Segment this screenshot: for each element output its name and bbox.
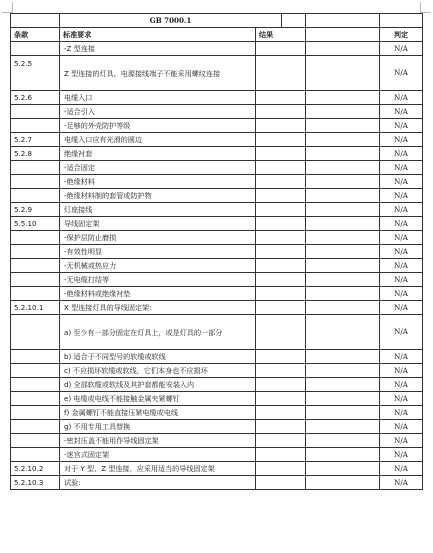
blank-cell bbox=[306, 105, 380, 119]
result-cell bbox=[256, 392, 306, 406]
blank-cell bbox=[306, 378, 380, 392]
table-row bbox=[11, 259, 423, 273]
blank-cell bbox=[306, 189, 380, 203]
header-verdict: 判定 bbox=[380, 28, 423, 42]
table-row bbox=[11, 301, 423, 315]
result-cell bbox=[256, 133, 306, 147]
table-row bbox=[11, 364, 423, 378]
table-row bbox=[11, 91, 423, 105]
table-row bbox=[11, 147, 423, 161]
verdict-cell: N/A bbox=[380, 56, 423, 91]
clause-cell bbox=[11, 175, 60, 189]
verdict-cell: N/A bbox=[380, 434, 423, 448]
table-row bbox=[11, 133, 423, 147]
requirement-cell: -绝缘材料 bbox=[60, 175, 256, 189]
result-cell bbox=[256, 406, 306, 420]
result-cell bbox=[256, 315, 306, 350]
result-cell bbox=[256, 91, 306, 105]
verdict-cell: N/A bbox=[380, 217, 423, 231]
verdict-cell: N/A bbox=[380, 91, 423, 105]
clause-cell bbox=[11, 350, 60, 364]
verdict-cell: N/A bbox=[380, 175, 423, 189]
requirement-cell: c) 不应损坏软缆或软线，它们本身也不应损坏 bbox=[60, 364, 256, 378]
blank-cell bbox=[306, 406, 380, 420]
verdict-cell: N/A bbox=[380, 364, 423, 378]
requirement-cell: 电缆入口 bbox=[60, 91, 256, 105]
result-cell bbox=[256, 161, 306, 175]
table-row bbox=[11, 203, 423, 217]
verdict-cell: N/A bbox=[380, 406, 423, 420]
blank-cell bbox=[306, 273, 380, 287]
blank-cell bbox=[306, 147, 380, 161]
header-result: 结果 bbox=[256, 28, 306, 42]
blank-cell bbox=[306, 231, 380, 245]
table-row bbox=[11, 273, 423, 287]
verdict-cell: N/A bbox=[380, 350, 423, 364]
table-row bbox=[11, 56, 423, 91]
requirement-cell: 对于 Y 型、Z 型连接，应采用适当的导线固定架 bbox=[60, 462, 256, 476]
table-row bbox=[11, 217, 423, 231]
result-cell bbox=[256, 420, 306, 434]
requirement-cell: -绝缘材料制的套管或防护物 bbox=[60, 189, 256, 203]
requirement-cell: -无电缆打结等 bbox=[60, 273, 256, 287]
clause-cell: 5.2.9 bbox=[11, 203, 60, 217]
table-row bbox=[11, 287, 423, 301]
result-cell bbox=[256, 105, 306, 119]
table-row bbox=[11, 189, 423, 203]
requirement-cell: X 型连接灯具的导线固定架： bbox=[60, 301, 256, 315]
header-row bbox=[11, 28, 423, 42]
requirement-cell: 灯座接线 bbox=[60, 203, 256, 217]
title-blank-cell bbox=[11, 14, 60, 28]
requirement-cell: 导线固定架 bbox=[60, 217, 256, 231]
clause-cell bbox=[11, 315, 60, 350]
standard-title-row bbox=[11, 14, 423, 28]
result-cell bbox=[256, 301, 306, 315]
blank-cell bbox=[306, 476, 380, 490]
blank-cell bbox=[306, 315, 380, 350]
result-cell bbox=[256, 476, 306, 490]
requirement-cell: d) 全部软缆或软线及其护套都能安装入内 bbox=[60, 378, 256, 392]
table-row bbox=[11, 420, 423, 434]
result-cell bbox=[256, 231, 306, 245]
blank-cell bbox=[306, 434, 380, 448]
table-row bbox=[11, 119, 423, 133]
header-blank bbox=[306, 28, 380, 42]
verdict-cell: N/A bbox=[380, 287, 423, 301]
blank-cell bbox=[306, 245, 380, 259]
result-cell bbox=[256, 42, 306, 56]
blank-cell bbox=[306, 42, 380, 56]
verdict-cell: N/A bbox=[380, 259, 423, 273]
verdict-cell: N/A bbox=[380, 245, 423, 259]
clause-cell: 5.2.10.2 bbox=[11, 462, 60, 476]
test-report-table bbox=[10, 13, 423, 490]
clause-cell bbox=[11, 105, 60, 119]
requirement-cell: Z 型连接的灯具，电源接线端子不能采用螺纹连接 bbox=[60, 56, 256, 91]
table-row bbox=[11, 315, 423, 350]
blank-cell bbox=[306, 203, 380, 217]
verdict-cell: N/A bbox=[380, 315, 423, 350]
table-row bbox=[11, 105, 423, 119]
table-row bbox=[11, 350, 423, 364]
requirement-cell: g) 不用专用工具替换 bbox=[60, 420, 256, 434]
result-cell bbox=[256, 350, 306, 364]
table-row bbox=[11, 161, 423, 175]
verdict-cell: N/A bbox=[380, 105, 423, 119]
table-row bbox=[11, 462, 423, 476]
requirement-cell: -无机械或热应力 bbox=[60, 259, 256, 273]
requirement-cell: 绝缘衬套 bbox=[60, 147, 256, 161]
result-cell bbox=[256, 175, 306, 189]
table-row bbox=[11, 392, 423, 406]
result-cell bbox=[256, 378, 306, 392]
clause-cell bbox=[11, 161, 60, 175]
verdict-cell: N/A bbox=[380, 378, 423, 392]
requirement-cell: b) 适合于不同型号的软缆或软线 bbox=[60, 350, 256, 364]
blank-cell bbox=[306, 448, 380, 462]
verdict-cell: N/A bbox=[380, 119, 423, 133]
blank-cell bbox=[306, 462, 380, 476]
requirement-cell: 试验: bbox=[60, 476, 256, 490]
result-cell bbox=[256, 217, 306, 231]
clause-cell: 5.2.5 bbox=[11, 56, 60, 91]
requirement-cell: a) 至少有一部分固定在灯具上，或是灯具的一部分 bbox=[60, 315, 256, 350]
standard-title: GB 7000.1 bbox=[60, 14, 282, 28]
verdict-cell: N/A bbox=[380, 301, 423, 315]
clause-cell: 5.2.10.1 bbox=[11, 301, 60, 315]
clause-cell bbox=[11, 448, 60, 462]
result-cell bbox=[256, 203, 306, 217]
clause-cell: 5.5.10 bbox=[11, 217, 60, 231]
clause-cell: 5.2.10.3 bbox=[11, 476, 60, 490]
clause-cell bbox=[11, 434, 60, 448]
blank-cell bbox=[306, 161, 380, 175]
verdict-cell: N/A bbox=[380, 231, 423, 245]
table-row bbox=[11, 175, 423, 189]
clause-cell bbox=[11, 245, 60, 259]
result-cell bbox=[256, 287, 306, 301]
requirement-cell: 电缆入口应有光滑的圆边 bbox=[60, 133, 256, 147]
table-row bbox=[11, 378, 423, 392]
verdict-cell: N/A bbox=[380, 392, 423, 406]
requirement-cell: -足够的外壳防护等级 bbox=[60, 119, 256, 133]
table-row bbox=[11, 448, 423, 462]
verdict-cell: N/A bbox=[380, 462, 423, 476]
table-row bbox=[11, 476, 423, 490]
blank-cell bbox=[306, 133, 380, 147]
requirement-cell: -有效性明显 bbox=[60, 245, 256, 259]
blank-cell bbox=[306, 217, 380, 231]
requirement-cell: e) 电缆或电线不能接触金属夹紧螺钉 bbox=[60, 392, 256, 406]
requirement-cell: -Z 型连接 bbox=[60, 42, 256, 56]
clause-cell bbox=[11, 364, 60, 378]
verdict-cell: N/A bbox=[380, 133, 423, 147]
result-cell bbox=[256, 259, 306, 273]
blank-cell bbox=[306, 175, 380, 189]
result-cell bbox=[256, 434, 306, 448]
clause-cell bbox=[11, 287, 60, 301]
verdict-cell: N/A bbox=[380, 203, 423, 217]
clause-cell bbox=[11, 406, 60, 420]
table-row bbox=[11, 406, 423, 420]
clause-cell bbox=[11, 231, 60, 245]
requirement-cell: -绝缘材料或绝缘衬垫 bbox=[60, 287, 256, 301]
clause-cell: 5.2.7 bbox=[11, 133, 60, 147]
clause-cell bbox=[11, 273, 60, 287]
clause-cell bbox=[11, 189, 60, 203]
requirement-cell: -适合固定 bbox=[60, 161, 256, 175]
blank-cell bbox=[306, 420, 380, 434]
blank-cell bbox=[306, 364, 380, 378]
blank-cell bbox=[306, 91, 380, 105]
result-cell bbox=[256, 364, 306, 378]
clause-cell: 5.2.8 bbox=[11, 147, 60, 161]
crop-mark-top-left bbox=[2, 2, 13, 13]
blank-cell bbox=[306, 350, 380, 364]
result-cell bbox=[256, 462, 306, 476]
requirement-cell: f) 金属螺钉不能直接压紧电缆或电线 bbox=[60, 406, 256, 420]
clause-cell bbox=[11, 378, 60, 392]
table-row bbox=[11, 245, 423, 259]
requirement-cell: -密封压盖不能用作导线固定架 bbox=[60, 434, 256, 448]
blank-cell bbox=[306, 56, 380, 91]
requirement-cell: -迷宫式固定架 bbox=[60, 448, 256, 462]
header-clause: 条款 bbox=[11, 28, 60, 42]
clause-cell bbox=[11, 259, 60, 273]
result-cell bbox=[256, 245, 306, 259]
verdict-cell: N/A bbox=[380, 273, 423, 287]
clause-cell: 5.2.6 bbox=[11, 91, 60, 105]
verdict-cell: N/A bbox=[380, 448, 423, 462]
blank-cell bbox=[306, 119, 380, 133]
result-cell bbox=[256, 147, 306, 161]
title-blank-cell bbox=[282, 14, 306, 28]
verdict-cell: N/A bbox=[380, 420, 423, 434]
requirement-cell: -适合引入 bbox=[60, 105, 256, 119]
clause-cell bbox=[11, 420, 60, 434]
blank-cell bbox=[306, 392, 380, 406]
crop-mark-top-right bbox=[420, 2, 431, 13]
verdict-cell: N/A bbox=[380, 147, 423, 161]
clause-cell bbox=[11, 392, 60, 406]
result-cell bbox=[256, 56, 306, 91]
clause-cell bbox=[11, 119, 60, 133]
header-requirement: 标准要求 bbox=[60, 28, 256, 42]
verdict-cell: N/A bbox=[380, 476, 423, 490]
table-row bbox=[11, 42, 423, 56]
result-cell bbox=[256, 273, 306, 287]
result-cell bbox=[256, 189, 306, 203]
clause-cell bbox=[11, 42, 60, 56]
verdict-cell: N/A bbox=[380, 42, 423, 56]
requirement-cell: -保护层防止磨损 bbox=[60, 231, 256, 245]
blank-cell bbox=[306, 259, 380, 273]
table-row bbox=[11, 231, 423, 245]
verdict-cell: N/A bbox=[380, 189, 423, 203]
table-row bbox=[11, 434, 423, 448]
result-cell bbox=[256, 448, 306, 462]
blank-cell bbox=[306, 287, 380, 301]
title-blank-cell bbox=[306, 14, 380, 28]
result-cell bbox=[256, 119, 306, 133]
verdict-cell: N/A bbox=[380, 161, 423, 175]
title-blank-cell bbox=[380, 14, 423, 28]
blank-cell bbox=[306, 301, 380, 315]
